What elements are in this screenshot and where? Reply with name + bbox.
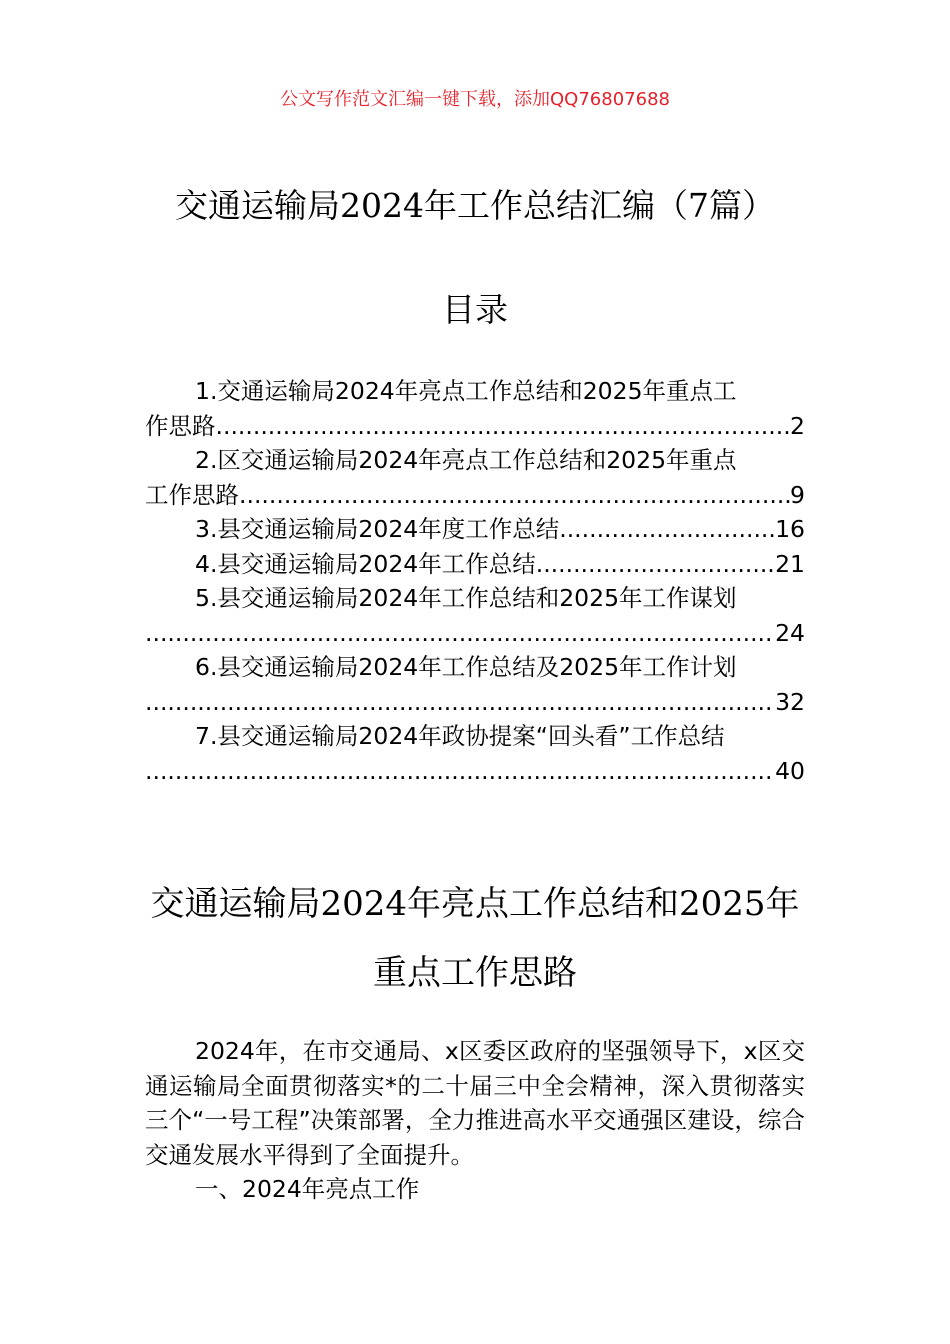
dot-leader xyxy=(239,478,790,513)
body-paragraph: 2024年，在市交通局、x区委区政府的坚强领导下，x区交通运输局全面贯彻落实*的二十届三中全会精神，深入贯彻落实三个“一号工程”决策部署，全力推进高水平交通强区建设，综合交通发展水平得到了全面提升。 xyxy=(145,1037,805,1169)
section-title xyxy=(145,870,805,1008)
toc-entry-title: 2.区交通运输局2024年亮点工作总结和2025年重点 xyxy=(195,446,737,474)
dot-leader xyxy=(536,547,775,582)
dot-leader xyxy=(145,685,775,720)
section-title-line: 交通运输局2024年亮点工作总结和2025年 xyxy=(150,884,800,924)
section-title-line: 重点工作思路 xyxy=(373,953,577,993)
toc-entry-title: 1.交通运输局2024年亮点工作总结和2025年重点工 xyxy=(195,377,737,405)
toc-page-number: 16 xyxy=(775,515,805,543)
dot-leader xyxy=(216,409,791,444)
toc-entry-6[interactable] xyxy=(145,650,805,685)
toc-entry-1[interactable] xyxy=(145,374,805,409)
toc-page-number: 40 xyxy=(775,756,805,785)
toc-entry-5[interactable] xyxy=(145,581,805,616)
toc-page-number: 2 xyxy=(790,411,805,440)
toc-entry-title-cont: 工作思路 xyxy=(145,480,239,509)
dot-leader xyxy=(559,512,775,547)
toc-entry-2[interactable] xyxy=(145,443,805,478)
toc-page-number: 32 xyxy=(775,687,805,716)
toc-page-number: 9 xyxy=(790,480,805,509)
toc-heading: 目录 xyxy=(442,290,508,329)
toc-page-number: 21 xyxy=(775,549,805,578)
toc-entry-title: 6.县交通运输局2024年工作总结及2025年工作计划 xyxy=(195,653,737,681)
download-banner: 公文写作范文汇编一键下载，添加QQ76807688 xyxy=(280,89,670,110)
dot-leader xyxy=(145,616,775,651)
toc-entry-title: 7.县交通运输局2024年政协提案“回头看”工作总结 xyxy=(195,722,725,750)
dot-leader xyxy=(145,754,775,789)
toc-entry-4[interactable] xyxy=(145,547,805,582)
toc-entry-title: 3.县交通运输局2024年度工作总结 xyxy=(195,515,560,543)
toc-entry-title-cont: 作思路 xyxy=(145,411,216,440)
toc-entry-7[interactable] xyxy=(145,719,805,754)
section-body xyxy=(145,1034,805,1207)
document-title: 交通运输局2024年工作总结汇编（7篇） xyxy=(175,186,775,225)
toc-entry-3[interactable] xyxy=(145,512,805,547)
subsection-heading: 一、2024年亮点工作 xyxy=(195,1175,420,1203)
table-of-contents xyxy=(145,374,805,788)
toc-entry-title: 5.县交通运输局2024年工作总结和2025年工作谋划 xyxy=(195,584,737,612)
toc-entry-title: 4.县交通运输局2024年工作总结 xyxy=(195,549,536,578)
toc-page-number: 24 xyxy=(775,618,805,647)
